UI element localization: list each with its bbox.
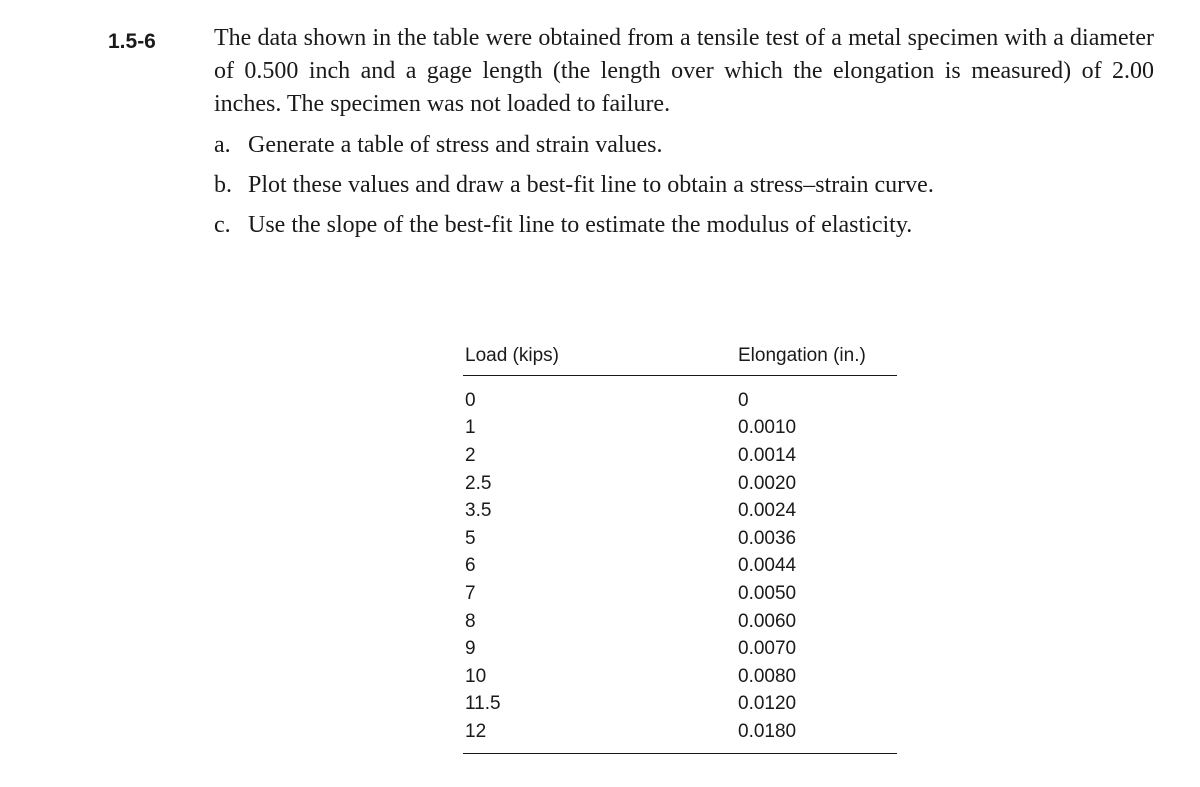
table-row (463, 387, 897, 415)
elongation-cell: 0.0180 (738, 720, 797, 742)
table-row (463, 470, 897, 498)
table-row (463, 415, 897, 443)
table-row (463, 553, 897, 581)
load-cell: 11.5 (465, 693, 501, 715)
elongation-cell: 0 (738, 389, 749, 411)
load-cell: 9 (465, 638, 476, 660)
problem-parts-list (214, 129, 1154, 242)
elongation-cell: 0.0010 (738, 417, 797, 439)
table-row (463, 718, 897, 746)
part-text: Use the slope of the best-fit line to estimate the modulus of elasticity. (248, 212, 913, 238)
elongation-cell: 0.0050 (738, 582, 797, 604)
load-cell: 0 (465, 389, 476, 411)
load-cell: 2.5 (465, 472, 492, 494)
elongation-cell: 0.0020 (738, 472, 797, 494)
problem-number: 1.5-6 (108, 30, 156, 53)
load-cell: 6 (465, 555, 476, 577)
load-cell: 1 (465, 417, 476, 439)
elongation-cell: 0.0070 (738, 638, 797, 660)
load-cell: 8 (465, 610, 476, 632)
part-letter: c. (214, 212, 231, 238)
table-row (463, 635, 897, 663)
table-row (463, 497, 897, 525)
table-header (463, 336, 897, 376)
problem-part-b (214, 169, 1154, 202)
load-cell: 3.5 (465, 500, 492, 522)
load-cell: 7 (465, 582, 476, 604)
elongation-cell: 0.0014 (738, 444, 797, 466)
table-row (463, 608, 897, 636)
part-letter: a. (214, 132, 231, 158)
load-elongation-table (463, 336, 897, 754)
problem-statement: The data shown in the table were obtained from a tensile test of a metal specimen with a diameter of 0.500 inch and a gage length (the length over which the elongation is measured) of 2.00 inches. The specimen was not loaded to failure. (214, 25, 1154, 117)
elongation-cell: 0.0080 (738, 665, 797, 687)
load-column-header: Load (kips) (465, 344, 559, 366)
elongation-cell: 0.0060 (738, 610, 797, 632)
table-body (463, 376, 897, 754)
table-row (463, 580, 897, 608)
part-text: Plot these values and draw a best-fit line to obtain a stress–strain curve. (248, 172, 934, 198)
load-cell: 12 (465, 720, 487, 742)
elongation-column-header: Elongation (in.) (738, 344, 866, 366)
table-row (463, 525, 897, 553)
load-cell: 5 (465, 527, 476, 549)
part-letter: b. (214, 172, 232, 198)
load-cell: 2 (465, 444, 476, 466)
elongation-cell: 0.0120 (738, 693, 797, 715)
part-text: Generate a table of stress and strain values. (248, 132, 663, 158)
elongation-cell: 0.0036 (738, 527, 797, 549)
load-cell: 10 (465, 665, 487, 687)
problem-body (214, 22, 1154, 249)
elongation-cell: 0.0024 (738, 500, 797, 522)
table-row (463, 691, 897, 719)
problem-part-a (214, 129, 1154, 162)
table-row (463, 663, 897, 691)
problem-part-c (214, 209, 1154, 242)
table-row (463, 442, 897, 470)
elongation-cell: 0.0044 (738, 555, 797, 577)
